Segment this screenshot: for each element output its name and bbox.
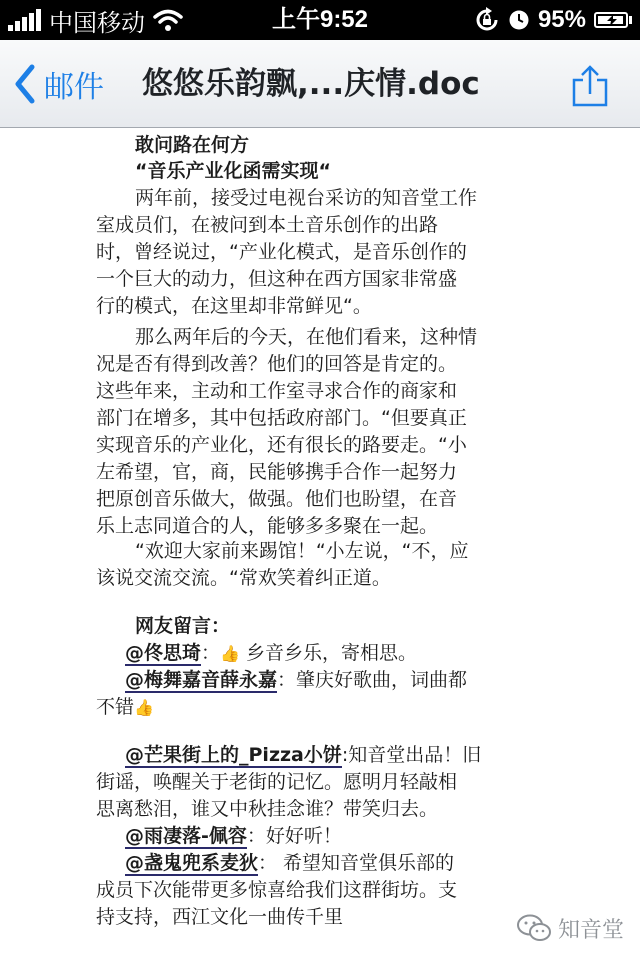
watermark-text: 知音堂: [557, 917, 624, 943]
carrier-name: 中国移动: [49, 9, 145, 37]
comment-line: [125, 667, 467, 693]
comment-line: [125, 742, 481, 768]
comment-line: @佟思琦：👍 乡音乡乐，寄相思。: [125, 640, 417, 666]
back-button-label: 邮件: [44, 70, 104, 105]
paragraph-line: 部门在增多，其中包括政府部门。“但要真正: [96, 407, 467, 429]
comment-text: 乡音乡乐，寄相思。: [246, 642, 418, 664]
thumbs-up-icon: 👍: [134, 697, 154, 717]
paragraph-line: 那么两年后的今天，在他们看来，这种情: [135, 326, 478, 348]
comment-username[interactable]: @芒果街上的_Pizza小饼: [125, 744, 342, 766]
comment-text: 不错: [96, 696, 135, 718]
share-icon: [570, 64, 610, 108]
comment-username[interactable]: @梅舞嘉音薛永嘉: [125, 669, 278, 691]
comment-text: ： 希望知音堂俱乐部的: [258, 852, 455, 874]
thumbs-up-icon: 👍: [220, 643, 240, 663]
paragraph-line: 室成员们，在被问到本土音乐创作的出路: [96, 214, 439, 236]
paragraph-line: 该说交流交流。“常欢笑着纠正道。: [96, 567, 391, 589]
comment-username[interactable]: @佟思琦: [125, 642, 202, 664]
comment-username[interactable]: @雨凄落-佩容: [125, 825, 247, 847]
document-view[interactable]: [0, 128, 640, 960]
comment-username[interactable]: @盏鬼兜系麦狄: [125, 852, 259, 874]
alarm-icon: [508, 9, 530, 31]
wechat-logo-icon: [516, 914, 552, 942]
back-button[interactable]: [14, 62, 104, 106]
paragraph-line: 把原创音乐做大，做强。他们也盼望，在音: [96, 488, 458, 510]
comment-text: :知音堂出品！旧: [341, 744, 482, 766]
comment-line: 持支持，西江文化一曲传千里: [96, 906, 344, 928]
page-title: 悠悠乐韵飘,...庆情.doc: [142, 66, 480, 102]
battery-percent: 95%: [537, 6, 586, 33]
watermark: [516, 912, 624, 944]
comment-line: [96, 694, 154, 720]
paragraph-line: 实现音乐的产业化，还有很长的路要走。“小: [96, 434, 467, 456]
comment-line: [125, 850, 454, 876]
paragraph-line: 时，曾经说过，“产业化模式，是音乐创作的: [96, 241, 467, 263]
doc-subheading: “音乐产业化函需实现“: [135, 160, 331, 182]
doc-heading: 敢问路在何方: [135, 134, 250, 156]
share-button[interactable]: [570, 64, 610, 108]
status-right: [474, 5, 632, 35]
paragraph-line: 况是否有得到改善？他们的回答是肯定的。: [96, 353, 458, 375]
comment-line: 思离愁泪，谁又中秋挂念谁？带笑归去。: [96, 798, 439, 820]
comments-heading: 网友留言：: [135, 615, 231, 637]
comment-text: ：好好听！: [246, 825, 342, 847]
chevron-left-icon: [14, 64, 36, 104]
navigation-bar: [0, 40, 640, 128]
status-bar: [0, 0, 640, 40]
comment-line: 成员下次能带更多惊喜给我们这群街坊。支: [96, 879, 458, 901]
comment-line: 街谣，唤醒关于老街的记忆。愿明月轻敲相: [96, 771, 458, 793]
battery-icon: [594, 12, 632, 28]
paragraph-line: 左希望，官，商，民能够携手合作一起努力: [96, 461, 458, 483]
paragraph-line: 一个巨大的动力，但这种在西方国家非常盛: [96, 268, 458, 290]
paragraph-line: 这些年来，主动和工作室寻求合作的商家和: [96, 380, 458, 402]
paragraph-line: 行的模式，在这里却非常鲜见“。: [96, 295, 372, 317]
paragraph-line: 两年前，接受过电视台采访的知音堂工作: [135, 187, 478, 209]
paragraph-line: 乐上志同道合的人，能够多多聚在一起。: [96, 515, 439, 537]
comment-line: [125, 823, 342, 849]
rotation-lock-icon: [474, 7, 500, 33]
status-time: 上午9:52: [271, 6, 369, 33]
paragraph-line: “欢迎大家前来踢馆！“小左说，“不，应: [135, 540, 469, 562]
comment-text: ：肇庆好歌曲，词曲都: [277, 669, 468, 691]
